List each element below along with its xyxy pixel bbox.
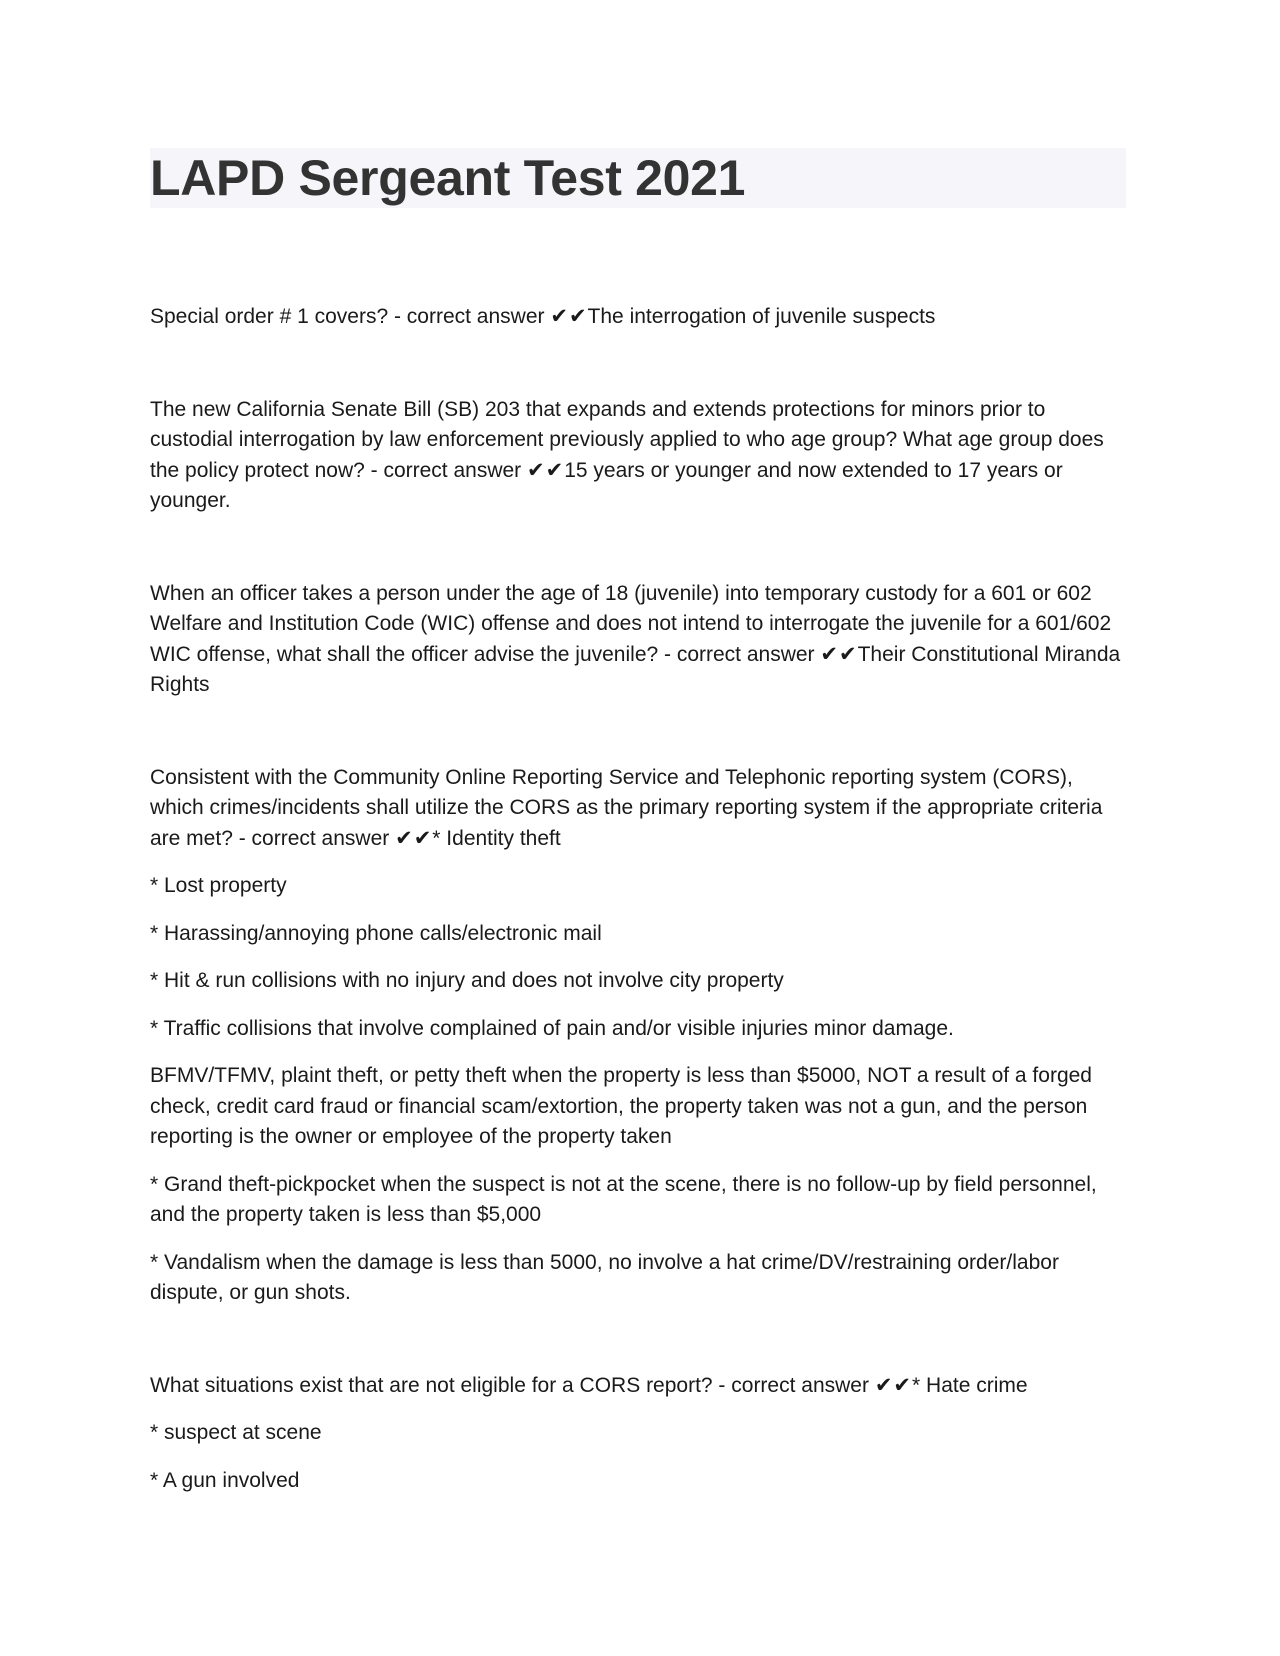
list-item: * A gun involved <box>150 1468 300 1492</box>
question-text: The new California Senate Bill (SB) 203 that expands and extends protections for minors prior to custodial interrogation by law enforcement previously applied to who age group? What age group does the policy protect now? - correct answer <box>150 397 1104 482</box>
list-item: * suspect at scene <box>150 1421 322 1444</box>
qa-item <box>150 763 1130 855</box>
question-text: What situations exist that are not eligible for a CORS report? - correct answer <box>150 1373 875 1397</box>
qa-item <box>150 1371 1130 1402</box>
page-title: LAPD Sergeant Test 2021 <box>150 150 746 206</box>
list-item: BFMV/TFMV, plaint theft, or petty theft when the property is less than $5000, NOT a result of a forged check, credit card fraud or financial scam/extortion, the property taken was not a gun, and the person reporting is the owner or employee of the property taken <box>150 1064 1092 1148</box>
list-item: * Vandalism when the damage is less than 5000, no involve a hat crime/DV/restraining order/labor dispute, or gun shots. <box>150 1250 1059 1304</box>
answer-text: The interrogation of juvenile suspects <box>587 305 936 328</box>
qa-item <box>150 579 1130 701</box>
question-text: Special order # 1 covers? - correct answer <box>150 305 551 328</box>
document-body <box>150 302 1130 1496</box>
list-item: * Grand theft-pickpocket when the suspect is not at the scene, there is no follow-up by field personnel, and the property taken is less than $5,000 <box>150 1172 1097 1226</box>
answer-text: Their Constitutional Miranda Rights <box>150 642 1121 696</box>
qa-item <box>150 395 1130 517</box>
checkmark-icon: ✔✔ <box>550 305 588 328</box>
checkmark-icon: ✔✔ <box>395 826 433 850</box>
checkmark-icon: ✔✔ <box>527 458 565 482</box>
answer-text: * Hate crime <box>912 1373 1028 1397</box>
list-item: * Traffic collisions that involve complained of pain and/or visible injuries minor damage. <box>150 1016 954 1040</box>
list-item: * Harassing/annoying phone calls/electronic mail <box>150 921 602 945</box>
qa-item <box>150 302 1130 333</box>
question-text: Consistent with the Community Online Reporting Service and Telephonic reporting system (CORS), which crimes/incidents shall utilize the CORS as the primary reporting system if the appropriate criteria are met? - correct answer <box>150 765 1103 850</box>
checkmark-icon: ✔✔ <box>874 1373 913 1397</box>
question-text: When an officer takes a person under the age of 18 (juvenile) into temporary custody for a 601 or 602 Welfare and Institution Code (WIC) offense and does not intend to interrogate the juvenile for a 601/602 WIC offense, what shall the officer advise the juvenile? - correct answer <box>150 581 1112 666</box>
checkmark-icon: ✔✔ <box>820 642 858 666</box>
answer-text: * Identity theft <box>432 826 561 850</box>
list-item: * Hit & run collisions with no injury and does not involve city property <box>150 969 784 992</box>
answer-text: 15 years or younger and now extended to 17 years or younger. <box>150 458 1063 512</box>
list-item: * Lost property <box>150 874 287 897</box>
